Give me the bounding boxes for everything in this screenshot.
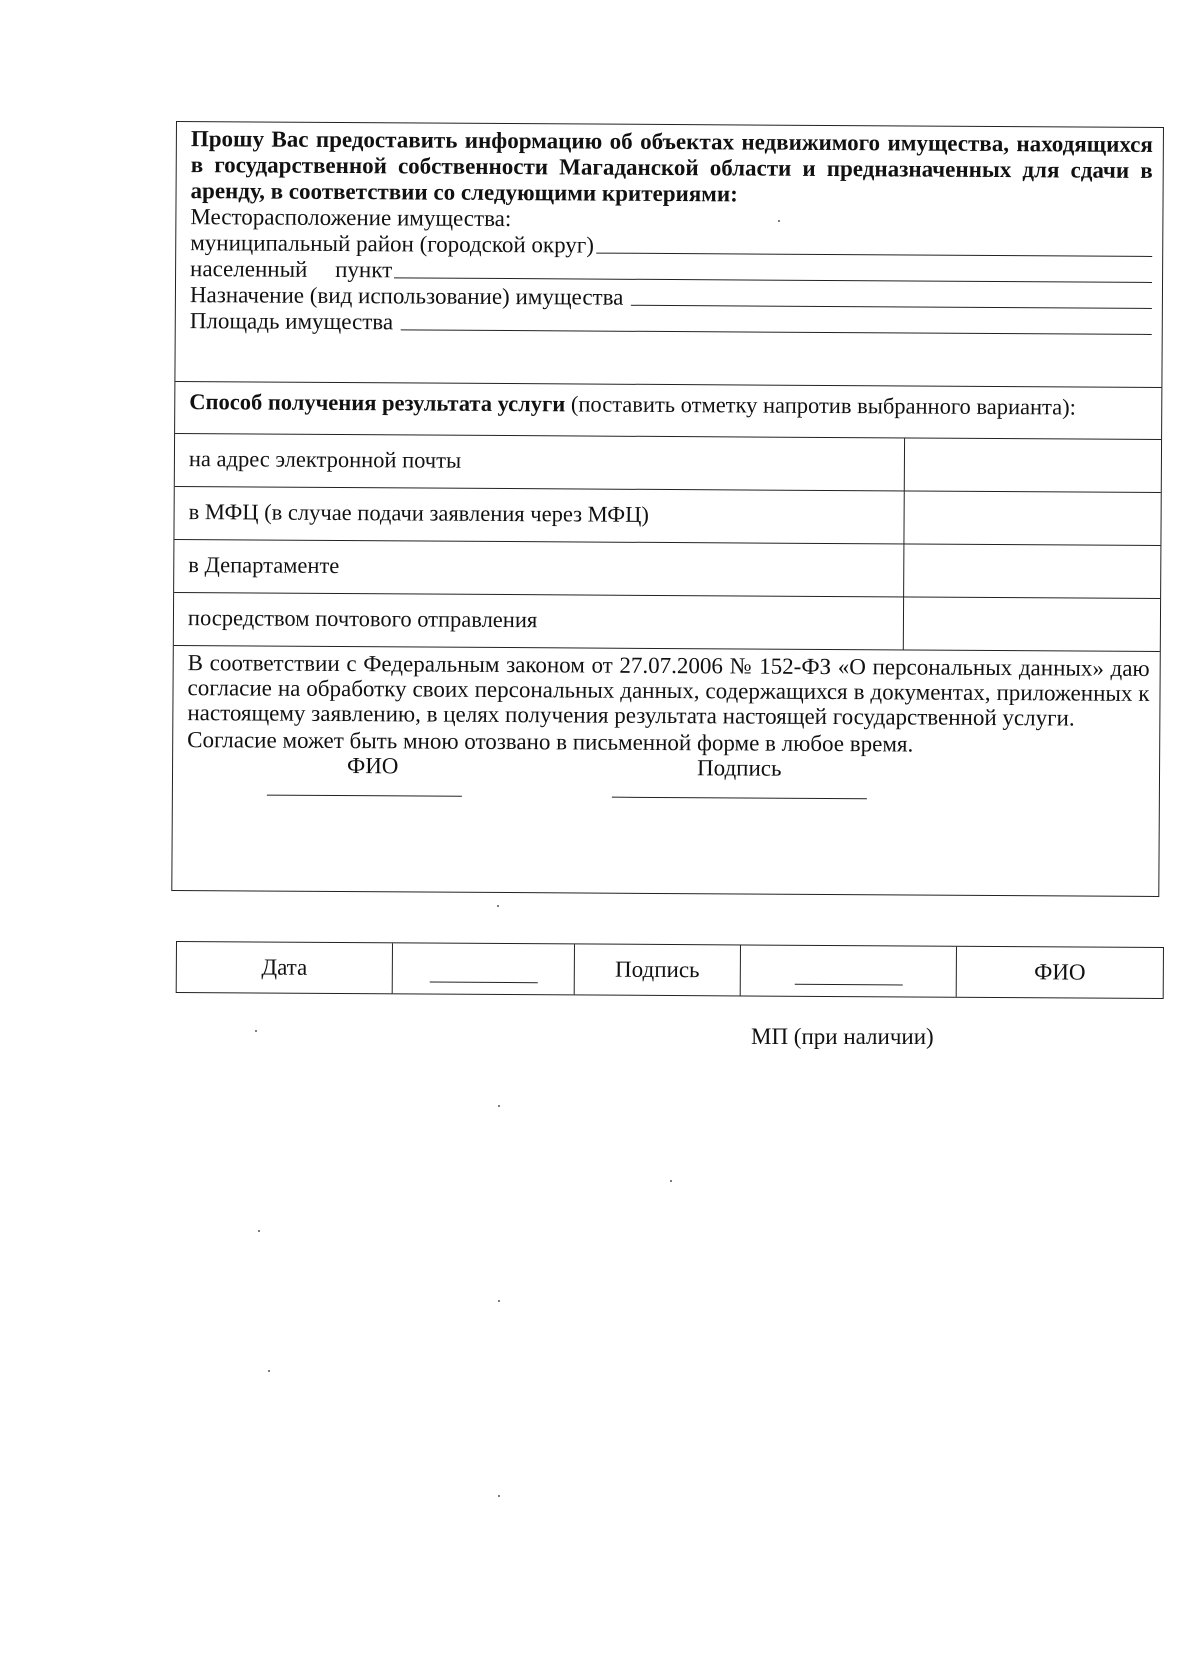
location-heading: Месторасположение имущества: (190, 204, 512, 232)
delivery-option-checkbox[interactable] (904, 491, 1160, 545)
delivery-option-mfc (174, 487, 1160, 546)
request-intro: Прошу Вас предоставить информацию об объектах недвижимого имущества, находящихся в государственной собственности Магаданской области и предназначенных для сдачи в аренду, в соответствии со следующими критериями: (190, 126, 1153, 207)
consent-signature-label: Подпись (696, 755, 782, 781)
consent-fio-blank[interactable] (267, 795, 462, 797)
consent-signature-lines (187, 780, 1149, 816)
delivery-option-checkbox[interactable] (904, 597, 1160, 651)
scan-speck (498, 1105, 500, 1107)
consent-revoke-note: Согласие может быть мною отозвано в письменной форме в любое время. (187, 727, 914, 757)
delivery-option-department (174, 540, 1160, 599)
application-form (171, 121, 1164, 897)
fio-label: ФИО (1034, 959, 1086, 985)
scan-speck (498, 1300, 500, 1302)
signature-table (176, 941, 1164, 999)
delivery-option-checkbox[interactable] (905, 438, 1161, 492)
delivery-option-email (175, 434, 1161, 493)
scan-speck (498, 1495, 500, 1497)
district-label: муниципальный район (городской округ) (190, 230, 594, 258)
consent-fio-label: ФИО (346, 753, 399, 779)
delivery-option-label: посредством почтового отправления (174, 593, 904, 649)
delivery-method-note: (поставить отметку напротив выбранного варианта): (565, 391, 1076, 420)
delivery-option-checkbox[interactable] (904, 544, 1160, 598)
signature-label: Подпись (615, 956, 700, 983)
stamp-note: МП (при наличии) (751, 1024, 934, 1049)
delivery-option-label: на адрес электронной почты (175, 434, 905, 490)
scan-speck (258, 1230, 260, 1232)
signature-blank[interactable] (794, 983, 902, 985)
area-field[interactable] (190, 308, 1152, 340)
delivery-method-heading (175, 382, 1161, 440)
date-value-cell[interactable] (393, 943, 575, 994)
delivery-method-title: Способ получения результата услуги (189, 389, 566, 417)
signature-value-cell[interactable] (741, 945, 957, 996)
scan-speck (255, 1030, 257, 1032)
delivery-option-label: в МФЦ (в случае подачи заявления через МФЦ) (174, 487, 904, 543)
purpose-blank[interactable] (631, 304, 1152, 309)
scan-speck (778, 220, 780, 222)
purpose-label: Назначение (вид использование) имущества (189, 282, 624, 310)
scan-speck (670, 1180, 672, 1182)
settlement-blank[interactable] (394, 276, 1152, 283)
date-label: Дата (261, 954, 308, 980)
scan-speck (268, 1370, 270, 1372)
delivery-option-post (174, 593, 1160, 652)
delivery-option-label: в Департаменте (174, 540, 904, 596)
date-blank[interactable] (429, 981, 537, 983)
settlement-label: населенный пункт (190, 256, 393, 283)
request-section (175, 122, 1163, 388)
scan-speck (497, 905, 499, 907)
consent-text: В соответствии с Федеральным законом от 27.07.2006 № 152-ФЗ «О персональных данных» даю согласие на обработку своих персональных данных, содержащихся в документах, приложенных к настоящему заявлению, в целях получения результата настоящей государственной услуги. (187, 650, 1150, 731)
fio-label-cell (957, 947, 1163, 998)
consent-section (172, 646, 1159, 896)
district-blank[interactable] (596, 252, 1152, 257)
area-label: Площадь имущества (189, 308, 394, 335)
consent-signature-blank[interactable] (612, 797, 867, 800)
signature-label-cell (575, 944, 741, 995)
area-blank[interactable] (401, 328, 1152, 335)
date-label-cell (177, 942, 393, 993)
